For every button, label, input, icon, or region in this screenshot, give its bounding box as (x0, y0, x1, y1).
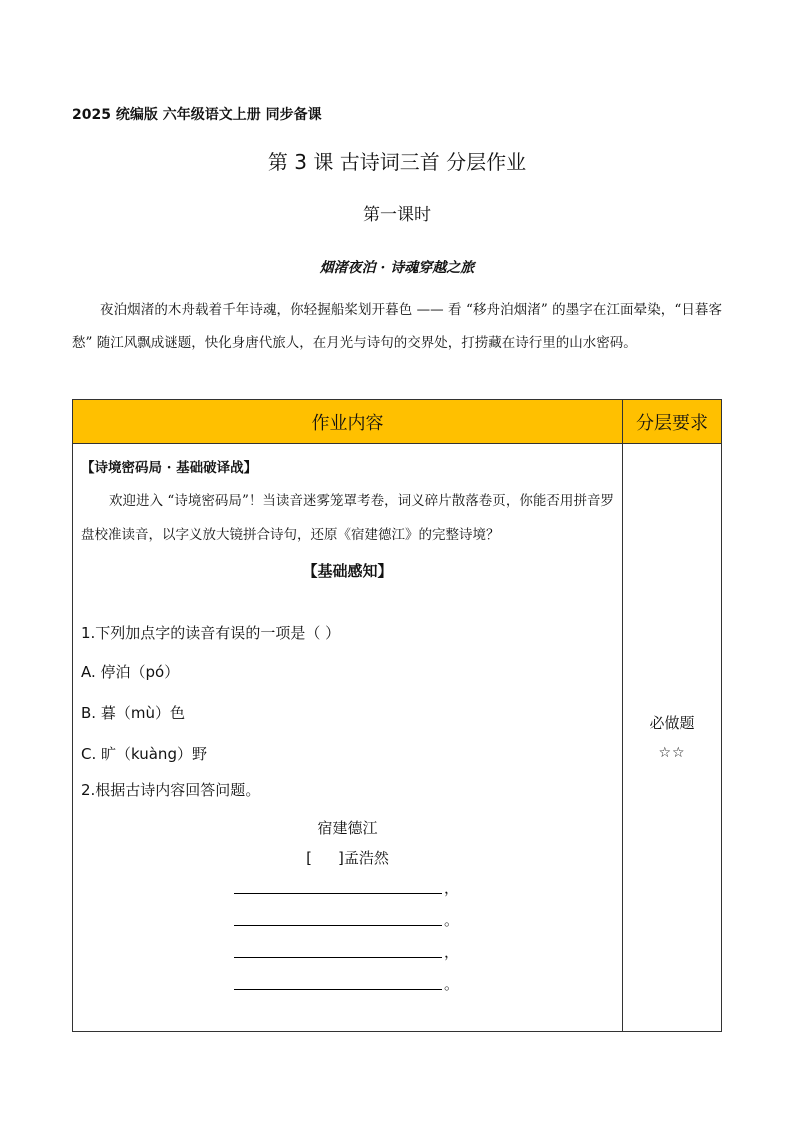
line-punctuation: ， (444, 879, 460, 897)
level-label: 必做题 (649, 713, 695, 732)
poem-title: 宿建德江 (317, 819, 378, 837)
table-row (73, 444, 722, 1032)
question-2: 2.根据古诗内容回答问题。 (81, 781, 261, 799)
answer-underline (234, 925, 442, 926)
basic-heading: 【基础感知】 (302, 562, 393, 580)
column-header-content: 作业内容 (73, 400, 623, 444)
poem-line-blank-1[interactable] (234, 873, 614, 905)
column-header-level: 分层要求 (623, 400, 722, 444)
intro-paragraph: 夜泊烟渚的木舟载着千年诗魂，你轻握船桨划开暮色 —— 看 “移舟泊烟渚” 的墨字在江面晕染，“日暮客愁” 随江风飘成谜题，快化身唐代旅人，在月光与诗句的交界处，打捞藏在诗行里的山水密码。 (72, 302, 722, 351)
option-a: A. 停泊（pó） (81, 663, 180, 681)
star-rating-icon: ☆☆ (658, 744, 686, 761)
poem-line-blank-3[interactable] (234, 937, 614, 969)
homework-table (72, 399, 722, 1032)
option-b: B. 暮（mù）色 (81, 704, 185, 722)
line-punctuation: 。 (444, 975, 460, 993)
line-punctuation: ， (444, 943, 460, 961)
poem-line-blank-2[interactable] (234, 905, 614, 937)
answer-underline (234, 989, 442, 990)
section-description: 欢迎进入 “诗境密码局”！当读音迷雾笼罩考卷，词义碎片散落卷页，你能否用拼音罗盘校准读音，以字义放大镜拼合诗句，还原《宿建德江》的完整诗境？ (81, 493, 614, 543)
lesson-title: 第 3 课 古诗词三首 分层作业 (267, 150, 527, 174)
option-c: C. 旷（kuàng）野 (81, 745, 207, 763)
content-cell (73, 444, 623, 1032)
level-cell (623, 444, 722, 1032)
poem-line-blank-4[interactable] (234, 969, 614, 1001)
line-punctuation: 。 (444, 911, 460, 929)
document-header: 2025 统编版 六年级语文上册 同步备课 (72, 107, 322, 123)
author-bracket-open: [ (306, 849, 312, 867)
theme-title: 烟渚夜泊 · 诗魂穿越之旅 (319, 260, 475, 276)
question-1: 1.下列加点字的读音有误的一项是（ ） (81, 624, 341, 642)
author-name: ]孟浩然 (338, 849, 389, 867)
table-header-row (73, 400, 722, 444)
period-title: 第一课时 (363, 205, 431, 225)
poem-author (81, 843, 614, 873)
section-title: 【诗境密码局 · 基础破译战】 (81, 460, 258, 476)
answer-underline (234, 957, 442, 958)
answer-underline (234, 893, 442, 894)
